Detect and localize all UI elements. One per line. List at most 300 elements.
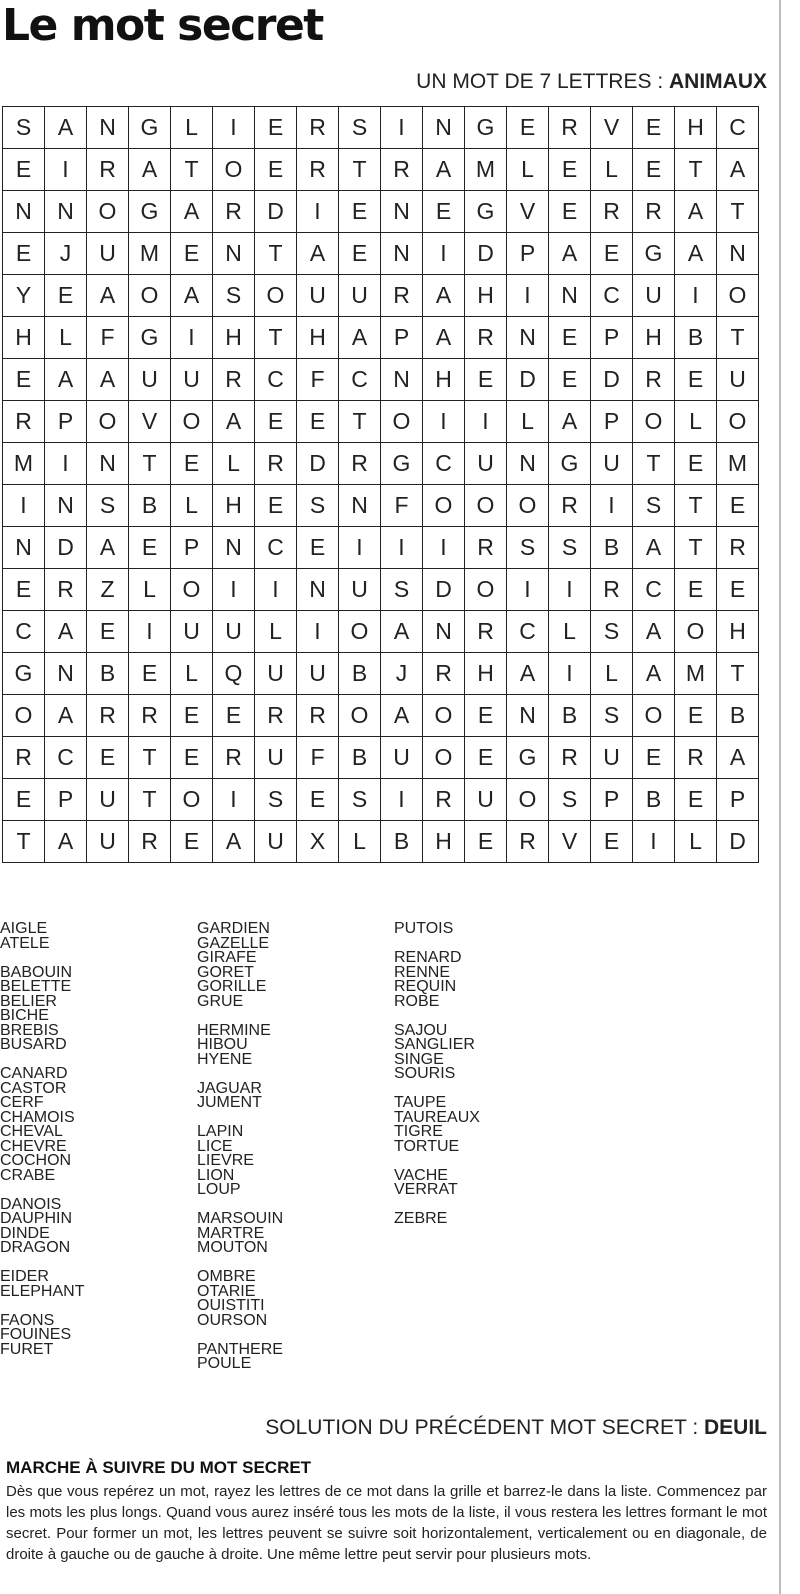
grid-cell[interactable]: O	[717, 275, 759, 317]
grid-cell[interactable]: E	[591, 233, 633, 275]
grid-cell[interactable]: A	[87, 359, 129, 401]
word-list-item[interactable]: DAUPHIN	[0, 1210, 73, 1227]
grid-cell[interactable]: G	[507, 737, 549, 779]
grid-cell[interactable]: R	[591, 569, 633, 611]
grid-cell[interactable]: R	[3, 401, 45, 443]
grid-cell[interactable]: O	[507, 779, 549, 821]
word-list-item[interactable]: ATELE	[0, 934, 50, 952]
grid-cell[interactable]: A	[87, 527, 129, 569]
grid-cell[interactable]: R	[381, 275, 423, 317]
grid-cell[interactable]: I	[3, 485, 45, 527]
word-list-item[interactable]: DRAGON	[0, 1239, 71, 1256]
grid-cell[interactable]: E	[675, 779, 717, 821]
word-list-item[interactable]: CRABE	[0, 1166, 56, 1184]
word-list-item[interactable]: BICHE	[0, 1007, 49, 1024]
word-list-item[interactable]: BELETTE	[0, 978, 72, 995]
word-list-item[interactable]: CHEVRE	[0, 1137, 67, 1155]
grid-cell[interactable]: O	[171, 401, 213, 443]
grid-cell[interactable]: O	[717, 401, 759, 443]
grid-cell[interactable]: E	[297, 527, 339, 569]
grid-cell[interactable]: T	[717, 317, 759, 359]
grid-cell[interactable]: G	[129, 107, 171, 149]
word-list-item[interactable]: CHEVAL	[0, 1123, 63, 1140]
grid-cell[interactable]: J	[381, 653, 423, 695]
grid-cell[interactable]: R	[213, 359, 255, 401]
grid-cell[interactable]: H	[633, 317, 675, 359]
grid-cell[interactable]: L	[171, 653, 213, 695]
grid-cell[interactable]: I	[549, 569, 591, 611]
grid-cell[interactable]: U	[297, 653, 339, 695]
grid-cell[interactable]: P	[171, 527, 213, 569]
grid-cell[interactable]: T	[129, 737, 171, 779]
word-list-item[interactable]: MARSOUIN	[197, 1210, 284, 1227]
word-list-item[interactable]: GRUE	[197, 992, 244, 1010]
grid-cell[interactable]: R	[675, 737, 717, 779]
word-list-item[interactable]: GIRAFE	[197, 949, 257, 966]
grid-cell[interactable]: U	[171, 611, 213, 653]
grid-cell[interactable]: I	[213, 569, 255, 611]
word-list-item[interactable]: HYENE	[197, 1050, 253, 1068]
grid-cell[interactable]: N	[87, 107, 129, 149]
grid-cell[interactable]: N	[45, 653, 87, 695]
grid-cell[interactable]: H	[465, 275, 507, 317]
grid-cell[interactable]: A	[171, 275, 213, 317]
grid-cell[interactable]: D	[255, 191, 297, 233]
grid-cell[interactable]: S	[591, 695, 633, 737]
grid-cell[interactable]: C	[45, 737, 87, 779]
grid-cell[interactable]: I	[507, 275, 549, 317]
word-list-item[interactable]: COCHON	[0, 1152, 72, 1169]
grid-cell[interactable]: T	[675, 527, 717, 569]
word-list-item[interactable]: AIGLE	[0, 920, 48, 937]
grid-cell[interactable]: N	[423, 611, 465, 653]
grid-cell[interactable]: C	[507, 611, 549, 653]
word-list-item[interactable]: CHAMOIS	[0, 1108, 75, 1126]
grid-cell[interactable]: L	[213, 443, 255, 485]
word-list-item[interactable]: TAUPE	[394, 1094, 447, 1111]
grid-cell[interactable]: E	[549, 191, 591, 233]
grid-cell[interactable]: G	[3, 653, 45, 695]
grid-cell[interactable]: G	[381, 443, 423, 485]
grid-cell[interactable]: Y	[3, 275, 45, 317]
grid-cell[interactable]: E	[3, 233, 45, 275]
word-list-item[interactable]: REQUIN	[394, 978, 457, 995]
grid-cell[interactable]: R	[465, 527, 507, 569]
grid-cell[interactable]: O	[87, 401, 129, 443]
grid-cell[interactable]: E	[549, 317, 591, 359]
grid-cell[interactable]: U	[255, 737, 297, 779]
grid-cell[interactable]: U	[717, 359, 759, 401]
grid-cell[interactable]: H	[213, 317, 255, 359]
grid-cell[interactable]: E	[255, 149, 297, 191]
grid-cell[interactable]: U	[87, 779, 129, 821]
grid-cell[interactable]: U	[381, 737, 423, 779]
grid-cell[interactable]: L	[45, 317, 87, 359]
grid-cell[interactable]: Z	[87, 569, 129, 611]
grid-cell[interactable]: E	[423, 191, 465, 233]
grid-cell[interactable]: A	[213, 821, 255, 863]
grid-cell[interactable]: D	[45, 527, 87, 569]
grid-cell[interactable]: O	[129, 275, 171, 317]
grid-cell[interactable]: F	[297, 359, 339, 401]
grid-cell[interactable]: S	[507, 527, 549, 569]
grid-cell[interactable]: E	[129, 653, 171, 695]
grid-cell[interactable]: C	[255, 527, 297, 569]
word-list-item[interactable]: FAONS	[0, 1311, 55, 1329]
grid-cell[interactable]: R	[297, 695, 339, 737]
grid-cell[interactable]: U	[339, 569, 381, 611]
word-list-item[interactable]: VACHE	[394, 1166, 448, 1184]
grid-cell[interactable]: S	[87, 485, 129, 527]
grid-cell[interactable]: O	[675, 611, 717, 653]
word-list-item[interactable]: DANOIS	[0, 1195, 62, 1213]
grid-cell[interactable]: T	[255, 317, 297, 359]
grid-cell[interactable]: S	[255, 779, 297, 821]
grid-cell[interactable]: H	[423, 359, 465, 401]
grid-cell[interactable]: P	[591, 779, 633, 821]
grid-cell[interactable]: T	[3, 821, 45, 863]
grid-cell[interactable]: O	[465, 569, 507, 611]
grid-cell[interactable]: U	[129, 359, 171, 401]
grid-cell[interactable]: R	[213, 737, 255, 779]
grid-cell[interactable]: H	[3, 317, 45, 359]
grid-cell[interactable]: L	[171, 485, 213, 527]
grid-cell[interactable]: N	[507, 317, 549, 359]
grid-cell[interactable]: V	[129, 401, 171, 443]
word-list-item[interactable]: GARDIEN	[197, 920, 270, 937]
grid-cell[interactable]: R	[87, 149, 129, 191]
grid-cell[interactable]: G	[633, 233, 675, 275]
grid-cell[interactable]: C	[423, 443, 465, 485]
grid-cell[interactable]: E	[633, 107, 675, 149]
grid-cell[interactable]: R	[381, 149, 423, 191]
grid-cell[interactable]: I	[423, 527, 465, 569]
grid-cell[interactable]: X	[297, 821, 339, 863]
grid-cell[interactable]: A	[45, 695, 87, 737]
grid-cell[interactable]: N	[87, 443, 129, 485]
grid-cell[interactable]: T	[675, 485, 717, 527]
grid-cell[interactable]: I	[465, 401, 507, 443]
word-list-item[interactable]: TAUREAUX	[394, 1108, 480, 1126]
grid-cell[interactable]: L	[591, 149, 633, 191]
grid-cell[interactable]: O	[507, 485, 549, 527]
grid-cell[interactable]: N	[3, 191, 45, 233]
grid-cell[interactable]: O	[633, 401, 675, 443]
grid-cell[interactable]: S	[3, 107, 45, 149]
grid-cell[interactable]: C	[591, 275, 633, 317]
grid-cell[interactable]: O	[87, 191, 129, 233]
grid-cell[interactable]: T	[129, 779, 171, 821]
grid-cell[interactable]: I	[45, 443, 87, 485]
grid-cell[interactable]: U	[255, 821, 297, 863]
grid-cell[interactable]: B	[87, 653, 129, 695]
grid-cell[interactable]: G	[129, 191, 171, 233]
grid-cell[interactable]: R	[717, 527, 759, 569]
grid-cell[interactable]: L	[675, 821, 717, 863]
grid-cell[interactable]: F	[87, 317, 129, 359]
word-list-item[interactable]: PUTOIS	[394, 920, 454, 937]
grid-cell[interactable]: H	[465, 653, 507, 695]
grid-cell[interactable]: N	[297, 569, 339, 611]
grid-cell[interactable]: E	[3, 779, 45, 821]
grid-cell[interactable]: A	[45, 821, 87, 863]
word-list-item[interactable]: JUMENT	[197, 1094, 262, 1111]
grid-cell[interactable]: M	[675, 653, 717, 695]
grid-cell[interactable]: I	[339, 527, 381, 569]
grid-cell[interactable]: R	[129, 695, 171, 737]
word-list-item[interactable]: LION	[197, 1166, 235, 1184]
grid-cell[interactable]: M	[3, 443, 45, 485]
grid-cell[interactable]: S	[339, 779, 381, 821]
grid-cell[interactable]: S	[549, 527, 591, 569]
grid-cell[interactable]: A	[45, 611, 87, 653]
grid-cell[interactable]: R	[297, 149, 339, 191]
grid-cell[interactable]: E	[465, 737, 507, 779]
grid-cell[interactable]: I	[507, 569, 549, 611]
grid-cell[interactable]: A	[717, 149, 759, 191]
grid-cell[interactable]: P	[381, 317, 423, 359]
grid-cell[interactable]: R	[297, 107, 339, 149]
grid-cell[interactable]: M	[129, 233, 171, 275]
grid-cell[interactable]: L	[549, 611, 591, 653]
grid-cell[interactable]: A	[717, 737, 759, 779]
grid-cell[interactable]: B	[549, 695, 591, 737]
grid-cell[interactable]: L	[507, 401, 549, 443]
word-list-item[interactable]: SAJOU	[394, 1021, 448, 1039]
grid-cell[interactable]: I	[633, 821, 675, 863]
grid-cell[interactable]: A	[381, 695, 423, 737]
word-list-item[interactable]: LIEVRE	[197, 1152, 254, 1169]
grid-cell[interactable]: I	[213, 107, 255, 149]
grid-cell[interactable]: N	[45, 191, 87, 233]
grid-cell[interactable]: I	[171, 317, 213, 359]
grid-cell[interactable]: T	[339, 149, 381, 191]
grid-cell[interactable]: N	[381, 191, 423, 233]
grid-cell[interactable]: O	[171, 779, 213, 821]
grid-cell[interactable]: E	[591, 821, 633, 863]
word-list-item[interactable]: SANGLIER	[394, 1036, 475, 1053]
grid-cell[interactable]: H	[675, 107, 717, 149]
grid-cell[interactable]: U	[465, 443, 507, 485]
grid-cell[interactable]: O	[255, 275, 297, 317]
grid-cell[interactable]: H	[423, 821, 465, 863]
grid-cell[interactable]: S	[549, 779, 591, 821]
grid-cell[interactable]: O	[381, 401, 423, 443]
word-list-item[interactable]: VERRAT	[394, 1181, 458, 1198]
grid-cell[interactable]: E	[675, 695, 717, 737]
grid-cell[interactable]: E	[87, 737, 129, 779]
grid-cell[interactable]: H	[297, 317, 339, 359]
grid-cell[interactable]: A	[171, 191, 213, 233]
grid-cell[interactable]: B	[675, 317, 717, 359]
grid-cell[interactable]: C	[255, 359, 297, 401]
word-list-item[interactable]: CERF	[0, 1094, 44, 1111]
grid-cell[interactable]: G	[129, 317, 171, 359]
grid-cell[interactable]: O	[213, 149, 255, 191]
grid-cell[interactable]: E	[213, 695, 255, 737]
grid-cell[interactable]: P	[45, 401, 87, 443]
word-list-item[interactable]: PANTHERE	[197, 1340, 283, 1358]
grid-cell[interactable]: E	[3, 359, 45, 401]
word-list-item[interactable]: SINGE	[394, 1050, 444, 1068]
grid-cell[interactable]: S	[213, 275, 255, 317]
grid-cell[interactable]: P	[591, 401, 633, 443]
word-list-item[interactable]: ROBE	[394, 992, 440, 1010]
grid-cell[interactable]: M	[465, 149, 507, 191]
grid-cell[interactable]: U	[87, 233, 129, 275]
grid-cell[interactable]: N	[213, 233, 255, 275]
grid-cell[interactable]: T	[129, 443, 171, 485]
grid-cell[interactable]: D	[297, 443, 339, 485]
grid-cell[interactable]: A	[213, 401, 255, 443]
grid-cell[interactable]: I	[213, 779, 255, 821]
grid-cell[interactable]: F	[381, 485, 423, 527]
grid-cell[interactable]: O	[3, 695, 45, 737]
grid-cell[interactable]: A	[675, 191, 717, 233]
grid-cell[interactable]: A	[423, 317, 465, 359]
grid-cell[interactable]: R	[87, 695, 129, 737]
grid-cell[interactable]: E	[339, 191, 381, 233]
grid-cell[interactable]: T	[633, 443, 675, 485]
grid-cell[interactable]: E	[171, 443, 213, 485]
grid-cell[interactable]: L	[339, 821, 381, 863]
grid-cell[interactable]: N	[507, 695, 549, 737]
grid-cell[interactable]: R	[549, 737, 591, 779]
grid-cell[interactable]: E	[255, 485, 297, 527]
grid-cell[interactable]: R	[45, 569, 87, 611]
grid-cell[interactable]: O	[423, 485, 465, 527]
grid-cell[interactable]: R	[507, 821, 549, 863]
grid-cell[interactable]: S	[339, 107, 381, 149]
grid-cell[interactable]: T	[717, 191, 759, 233]
word-list-item[interactable]: SOURIS	[394, 1065, 456, 1082]
grid-cell[interactable]: E	[171, 821, 213, 863]
grid-cell[interactable]: N	[213, 527, 255, 569]
word-list-item[interactable]: OMBRE	[197, 1268, 256, 1285]
grid-cell[interactable]: L	[129, 569, 171, 611]
word-list-item[interactable]: RENNE	[394, 963, 451, 981]
grid-cell[interactable]: R	[465, 317, 507, 359]
grid-cell[interactable]: N	[381, 359, 423, 401]
grid-cell[interactable]: B	[591, 527, 633, 569]
grid-cell[interactable]: I	[297, 611, 339, 653]
grid-cell[interactable]: E	[507, 107, 549, 149]
word-list-item[interactable]: FURET	[0, 1340, 54, 1358]
word-list-item[interactable]: LICE	[197, 1137, 233, 1155]
grid-cell[interactable]: A	[633, 653, 675, 695]
word-list-item[interactable]: BREBIS	[0, 1021, 59, 1039]
grid-cell[interactable]: I	[591, 485, 633, 527]
word-list-item[interactable]: POULE	[197, 1355, 252, 1372]
word-list-item[interactable]: ZEBRE	[394, 1210, 448, 1227]
grid-cell[interactable]: R	[549, 107, 591, 149]
grid-cell[interactable]: T	[675, 149, 717, 191]
word-list-item[interactable]: MARTRE	[197, 1224, 265, 1242]
grid-cell[interactable]: E	[297, 779, 339, 821]
word-list-item[interactable]: GORET	[197, 963, 254, 981]
grid-cell[interactable]: T	[171, 149, 213, 191]
grid-cell[interactable]: A	[45, 107, 87, 149]
grid-cell[interactable]: E	[45, 275, 87, 317]
grid-cell[interactable]: U	[213, 611, 255, 653]
grid-cell[interactable]: S	[591, 611, 633, 653]
word-list-item[interactable]: OUISTITI	[197, 1297, 265, 1314]
word-list-item[interactable]: ELEPHANT	[0, 1282, 85, 1300]
grid-cell[interactable]: B	[129, 485, 171, 527]
grid-cell[interactable]: A	[549, 401, 591, 443]
word-list-item[interactable]: DINDE	[0, 1224, 50, 1242]
word-list-item[interactable]: EIDER	[0, 1268, 49, 1285]
grid-cell[interactable]: O	[465, 485, 507, 527]
word-list-item[interactable]: GAZELLE	[197, 934, 270, 952]
grid-cell[interactable]: E	[171, 695, 213, 737]
grid-cell[interactable]: M	[717, 443, 759, 485]
word-list-item[interactable]: BABOUIN	[0, 963, 73, 981]
grid-cell[interactable]: O	[339, 611, 381, 653]
grid-cell[interactable]: U	[633, 275, 675, 317]
grid-cell[interactable]: L	[171, 107, 213, 149]
grid-cell[interactable]: S	[297, 485, 339, 527]
grid-cell[interactable]: R	[633, 359, 675, 401]
grid-cell[interactable]: R	[465, 611, 507, 653]
grid-cell[interactable]: E	[717, 569, 759, 611]
grid-cell[interactable]: E	[129, 527, 171, 569]
grid-cell[interactable]: B	[339, 653, 381, 695]
grid-cell[interactable]: R	[255, 443, 297, 485]
grid-cell[interactable]: C	[339, 359, 381, 401]
word-list-item[interactable]: GORILLE	[197, 978, 267, 995]
grid-cell[interactable]: N	[507, 443, 549, 485]
grid-cell[interactable]: A	[633, 527, 675, 569]
grid-cell[interactable]: T	[255, 233, 297, 275]
word-list-item[interactable]: TIGRE	[394, 1123, 443, 1140]
grid-cell[interactable]: I	[45, 149, 87, 191]
grid-cell[interactable]: O	[423, 695, 465, 737]
word-list-item[interactable]: OURSON	[197, 1311, 268, 1329]
grid-cell[interactable]: R	[339, 443, 381, 485]
word-list-item[interactable]: LAPIN	[197, 1123, 244, 1140]
grid-cell[interactable]: I	[381, 107, 423, 149]
grid-cell[interactable]: U	[297, 275, 339, 317]
grid-cell[interactable]: E	[255, 107, 297, 149]
word-list-item[interactable]: OTARIE	[197, 1282, 256, 1300]
grid-cell[interactable]: R	[633, 191, 675, 233]
grid-cell[interactable]: A	[45, 359, 87, 401]
word-list-item[interactable]: CASTOR	[0, 1079, 67, 1097]
grid-cell[interactable]: D	[423, 569, 465, 611]
grid-cell[interactable]: V	[549, 821, 591, 863]
grid-cell[interactable]: D	[507, 359, 549, 401]
grid-cell[interactable]: E	[675, 443, 717, 485]
grid-cell[interactable]: U	[255, 653, 297, 695]
grid-cell[interactable]: A	[423, 149, 465, 191]
grid-cell[interactable]: O	[423, 737, 465, 779]
grid-cell[interactable]: V	[507, 191, 549, 233]
grid-cell[interactable]: I	[129, 611, 171, 653]
grid-cell[interactable]: E	[465, 821, 507, 863]
grid-cell[interactable]: E	[549, 359, 591, 401]
grid-cell[interactable]: R	[423, 653, 465, 695]
grid-cell[interactable]: I	[549, 653, 591, 695]
word-list-item[interactable]: BUSARD	[0, 1036, 67, 1053]
grid-cell[interactable]: C	[3, 611, 45, 653]
grid-cell[interactable]: E	[339, 233, 381, 275]
grid-cell[interactable]: E	[171, 233, 213, 275]
grid-cell[interactable]: U	[591, 443, 633, 485]
grid-cell[interactable]: E	[633, 149, 675, 191]
word-list-item[interactable]: LOUP	[197, 1181, 241, 1198]
grid-cell[interactable]: R	[129, 821, 171, 863]
